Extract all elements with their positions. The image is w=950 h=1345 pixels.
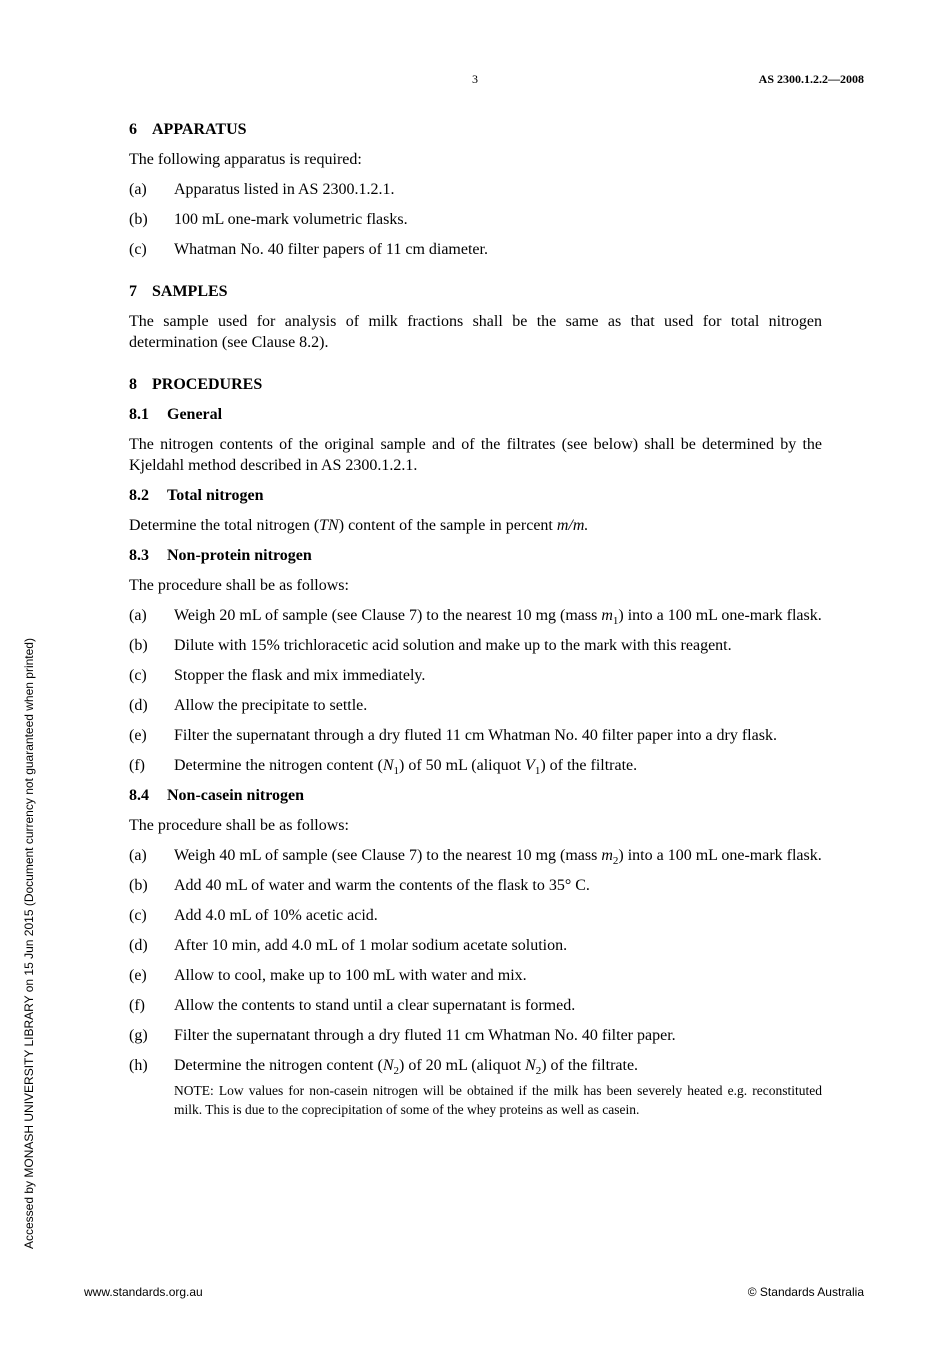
note-text: NOTE: Low values for non-casein nitrogen will be obtained if the milk has been severely heated e.g. reconstituted milk. This is due to the coprecipitation of some of the whey proteins as well as casein. bbox=[174, 1083, 822, 1117]
list-item bbox=[129, 1055, 822, 1076]
list-text: Weigh 40 mL of sample (see Clause 7) to the nearest 10 mg (mass $m_2$) into a 100 mL one-mark flask. bbox=[174, 847, 822, 868]
clause-number: 8.1 bbox=[129, 406, 149, 423]
list-item bbox=[129, 605, 822, 626]
list-text: Dilute with 15% trichloracetic acid solution and make up to the mark with this reagent. bbox=[174, 637, 732, 654]
list-text: 100 mL one-mark volumetric flasks. bbox=[174, 211, 408, 228]
clause-number: 8.2 bbox=[129, 487, 149, 504]
list-label: (a) bbox=[129, 847, 147, 864]
list-label: (f) bbox=[129, 757, 145, 774]
clause-8-2-heading bbox=[129, 485, 822, 506]
list-item bbox=[129, 635, 822, 656]
section-7-text: The sample used for analysis of milk fractions shall be the same as that used for total nitrogen determination (see Clause 8.2). bbox=[129, 313, 822, 351]
section-title: APPARATUS bbox=[152, 121, 247, 138]
standard-number: AS 2300.1.2.2—2008 bbox=[758, 72, 864, 86]
list-text: Add 40 mL of water and warm the contents of the flask to 35° C. bbox=[174, 877, 590, 894]
clause-title: Total nitrogen bbox=[167, 487, 264, 504]
section-number: 7 bbox=[129, 283, 137, 300]
list-item bbox=[129, 875, 822, 896]
list-item bbox=[129, 665, 822, 686]
list-item bbox=[129, 239, 822, 260]
section-6-heading bbox=[129, 119, 822, 140]
list-label: (e) bbox=[129, 967, 147, 984]
section-6-intro: The following apparatus is required: bbox=[129, 151, 362, 168]
clause-title: General bbox=[167, 406, 223, 423]
list-text: After 10 min, add 4.0 mL of 1 molar sodium acetate solution. bbox=[174, 937, 568, 954]
list-text: Allow the contents to stand until a clear supernatant is formed. bbox=[174, 997, 576, 1014]
list-text: Whatman No. 40 filter papers of 11 cm diameter. bbox=[174, 241, 488, 258]
document-body bbox=[129, 119, 822, 1119]
list-item bbox=[129, 209, 822, 230]
list-label: (d) bbox=[129, 697, 148, 714]
list-text: Apparatus listed in AS 2300.1.2.1. bbox=[174, 181, 395, 198]
list-item bbox=[129, 965, 822, 986]
list-item bbox=[129, 179, 822, 200]
list-label: (f) bbox=[129, 997, 145, 1014]
list-text: Filter the supernatant through a dry fluted 11 cm Whatman No. 40 filter paper. bbox=[174, 1027, 676, 1044]
list-label: (b) bbox=[129, 877, 148, 894]
clause-8-1-text: The nitrogen contents of the original sample and of the filtrates (see below) shall be determined by the Kjeldahl method described in AS 2300.1.2.1. bbox=[129, 436, 822, 474]
list-item bbox=[129, 905, 822, 926]
list-label: (h) bbox=[129, 1057, 148, 1074]
list-text: Stopper the flask and mix immediately. bbox=[174, 667, 426, 684]
clause-number: 8.3 bbox=[129, 547, 149, 564]
clause-8-1-heading bbox=[129, 404, 822, 425]
clause-8-2-text: Determine the total nitrogen (TN) content of the sample in percent m/m. bbox=[129, 517, 589, 534]
list-label: (c) bbox=[129, 241, 147, 258]
clause-number: 8.4 bbox=[129, 787, 149, 804]
section-number: 8 bbox=[129, 376, 137, 393]
list-item bbox=[129, 845, 822, 866]
list-text: Allow to cool, make up to 100 mL with water and mix. bbox=[174, 967, 527, 984]
section-8-heading bbox=[129, 374, 822, 395]
footer-website: www.standards.org.au bbox=[84, 1285, 203, 1299]
list-text: Determine the nitrogen content $(N_2)$ of 20 mL (aliquot $N_2$) of the filtrate. bbox=[174, 1057, 639, 1078]
list-label: (g) bbox=[129, 1027, 148, 1044]
list-item bbox=[129, 755, 822, 776]
clause-8-4-heading bbox=[129, 785, 822, 806]
clause-title: Non-casein nitrogen bbox=[167, 787, 305, 804]
list-item bbox=[129, 725, 822, 746]
clause-8-3-heading bbox=[129, 545, 822, 566]
list-item bbox=[129, 1025, 822, 1046]
list-label: (d) bbox=[129, 937, 148, 954]
page-number: 3 bbox=[472, 72, 478, 86]
section-title: SAMPLES bbox=[152, 283, 228, 300]
list-label: (a) bbox=[129, 181, 147, 198]
section-title: PROCEDURES bbox=[152, 376, 263, 393]
list-item bbox=[129, 935, 822, 956]
clause-8-3-intro: The procedure shall be as follows: bbox=[129, 577, 349, 594]
list-label: (b) bbox=[129, 211, 148, 228]
list-text: Weigh 20 mL of sample (see Clause 7) to the nearest 10 mg (mass $m_1$) into a 100 mL one-mark flask. bbox=[174, 607, 822, 628]
list-text: Determine the nitrogen content $(N_1)$ of 50 mL (aliquot $V_1$) of the filtrate. bbox=[174, 757, 638, 778]
list-label: (c) bbox=[129, 907, 147, 924]
clause-title: Non-protein nitrogen bbox=[167, 547, 312, 564]
clause-8-4-intro: The procedure shall be as follows: bbox=[129, 817, 349, 834]
list-text: Add 4.0 mL of 10% acetic acid. bbox=[174, 907, 378, 924]
list-label: (c) bbox=[129, 667, 147, 684]
list-text: Filter the supernatant through a dry fluted 11 cm Whatman No. 40 filter paper into a dry flask. bbox=[174, 727, 777, 744]
list-label: (a) bbox=[129, 607, 147, 624]
list-item bbox=[129, 995, 822, 1016]
section-7-heading bbox=[129, 281, 822, 302]
footer-copyright: © Standards Australia bbox=[747, 1285, 864, 1299]
list-item bbox=[129, 695, 822, 716]
list-label: (b) bbox=[129, 637, 148, 654]
list-label: (e) bbox=[129, 727, 147, 744]
list-text: Allow the precipitate to settle. bbox=[174, 697, 368, 714]
section-number: 6 bbox=[129, 121, 137, 138]
access-watermark: Accessed by MONASH UNIVERSITY LIBRARY on 15 Jun 2015 (Document currency not guaranteed when printed) bbox=[22, 638, 36, 1249]
